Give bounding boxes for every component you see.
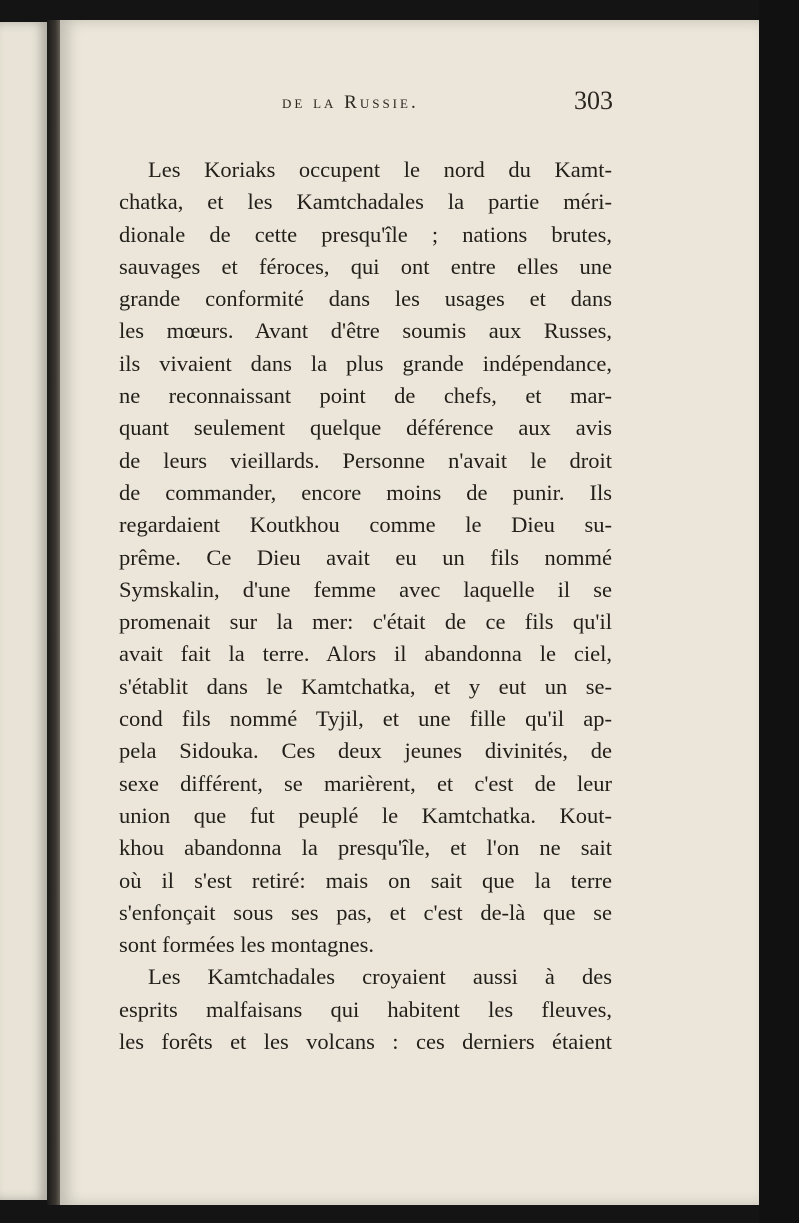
text-line: dionale de cette presqu'île ; nations brutes, [119,221,612,247]
text-line: avait fait la terre. Alors il abandonna le ciel, [119,641,612,667]
text-line: quant seulement quelque déférence aux avis [119,415,612,441]
facing-page-edge [0,22,47,1200]
text-line: Les Kamtchadales croyaient aussi à des [148,964,612,990]
text-line: les mœurs. Avant d'être soumis aux Russes, [119,318,612,344]
text-line: Symskalin, d'une femme avec laquelle il se [119,576,612,602]
text-line: les forêts et les volcans : ces derniers étaient [119,1029,612,1055]
text-line: esprits malfaisans qui habitent les fleuves, [119,996,612,1022]
text-line: regardaient Koutkhou comme le Dieu su- [119,512,612,538]
text-line: s'enfonçait sous ses pas, et c'est de-là que se [119,899,612,925]
text-line: s'établit dans le Kamtchatka, et y eut un se- [119,673,612,699]
scan-border [759,0,799,1223]
book-gutter [47,20,61,1205]
text-line: ne reconnaissant point de chefs, et mar- [119,383,612,409]
text-line: union que fut peuplé le Kamtchatka. Kout- [119,802,612,828]
text-line: promenait sur la mer: c'était de ce fils qu'il [119,609,612,635]
text-line: cond fils nommé Tyjil, et une fille qu'il ap- [119,706,612,732]
page-number: 303 [574,86,613,115]
text-line: sexe différent, se marièrent, et c'est de leur [119,770,612,796]
text-line: de leurs vieillards. Personne n'avait le droit [119,447,612,473]
text-line: ils vivaient dans la plus grande indépendance, [119,350,612,376]
text-line: où il s'est retiré: mais on sait que la terre [119,867,612,893]
text-line: chatka, et les Kamtchadales la partie méri- [119,189,612,215]
body-text [119,154,612,1058]
text-line: de commander, encore moins de punir. Ils [119,479,612,505]
text-line: grande conformité dans les usages et dans [119,286,612,312]
running-title: de la Russie. [282,92,419,113]
text-line: sont formées les montagnes. [119,932,374,958]
text-line: khou abandonna la presqu'île, et l'on ne sait [119,835,612,861]
text-line: prême. Ce Dieu avait eu un fils nommé [119,544,612,570]
text-line: Les Koriaks occupent le nord du Kamt- [148,157,612,182]
text-line: sauvages et féroces, qui ont entre elles une [119,253,612,279]
text-line: pela Sidouka. Ces deux jeunes divinités, de [119,738,612,764]
